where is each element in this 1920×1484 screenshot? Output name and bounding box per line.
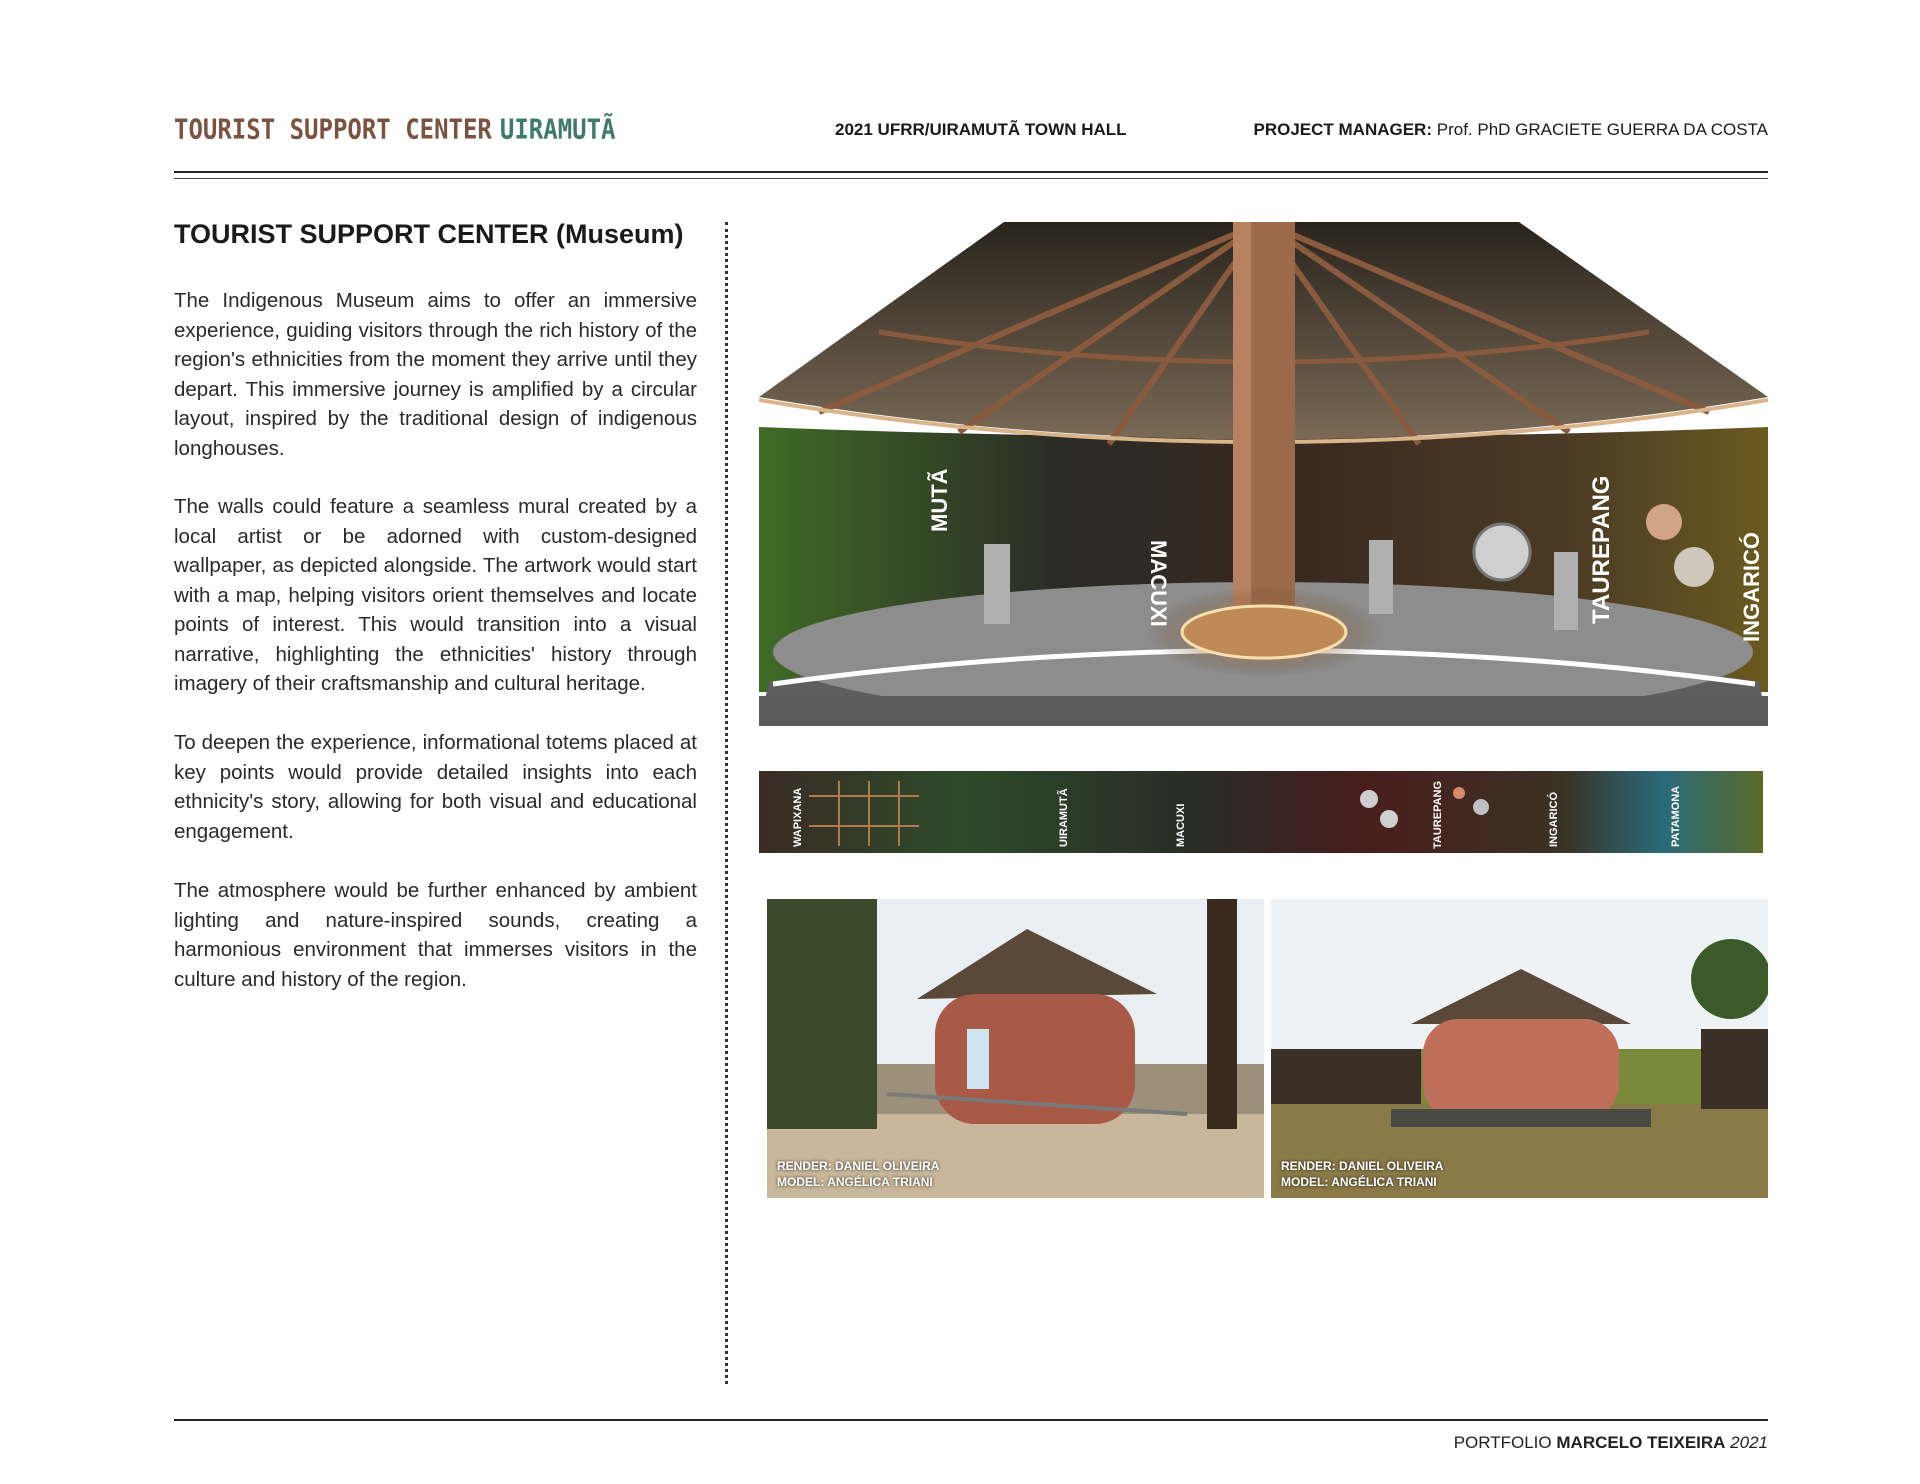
manager-name: Prof. PhD GRACIETE GUERRA DA COSTA bbox=[1436, 120, 1768, 139]
render-2-credit: RENDER: DANIEL OLIVEIRA bbox=[1281, 1159, 1444, 1173]
render-1-model-credit: MODEL: ANGÉLICA TRIANI bbox=[777, 1175, 933, 1189]
wall-label-taurepang: TAUREPANG bbox=[1588, 475, 1615, 624]
wall-label-uiramuta: MUTÃ bbox=[927, 468, 952, 532]
header-rule-thin bbox=[174, 178, 1768, 179]
render-2-caption bbox=[1281, 1158, 1443, 1190]
exterior-render-1 bbox=[767, 899, 1264, 1198]
header-rule bbox=[174, 171, 1768, 173]
render-1-credit: RENDER: DANIEL OLIVEIRA bbox=[777, 1159, 940, 1173]
mural-strip-image bbox=[759, 771, 1763, 853]
interior-render-image bbox=[759, 222, 1768, 726]
render-2-model-credit: MODEL: ANGÉLICA TRIANI bbox=[1281, 1175, 1437, 1189]
strip-label-macuxi: MACUXI bbox=[1175, 803, 1187, 847]
strip-label-taurepang: TAUREPANG bbox=[1432, 780, 1444, 849]
strip-label-ingarico: INGARICÓ bbox=[1548, 792, 1560, 847]
header-brand bbox=[174, 113, 615, 145]
manager-label: PROJECT MANAGER: bbox=[1253, 120, 1432, 139]
paragraph-totems: To deepen the experience, informational totems placed at key points would provide detailed insights into each ethnicity's story, allowing for both visual and educational engagement. bbox=[174, 731, 697, 843]
brand-title: TOURIST SUPPORT CENTER bbox=[174, 113, 492, 146]
header-manager bbox=[1253, 120, 1768, 140]
strip-label-wapixana: WAPIXANA bbox=[792, 787, 804, 847]
brand-location: UIRAMUTÃ bbox=[499, 113, 616, 146]
column-divider bbox=[725, 222, 728, 1384]
page-title: TOURIST SUPPORT CENTER (Museum) bbox=[174, 219, 684, 249]
strip-label-patamona: PATAMONA bbox=[1670, 785, 1682, 847]
wall-label-macuxi: MACUXI bbox=[1146, 540, 1171, 627]
footer-rule bbox=[174, 1419, 1768, 1421]
strip-label-uiramuta: UIRAMUTÃ bbox=[1058, 788, 1070, 847]
footer-label: PORTFOLIO bbox=[1453, 1433, 1552, 1452]
render-1-caption bbox=[777, 1158, 939, 1190]
paragraph-walls: The walls could feature a seamless mural created by a local artist or be adorned with custom-designed wallpaper, as depicted alongside. The artwork would start with a map, helping visitors orient themselves and locate points of interest. This would transition into a visual narrative, highlighting the ethnicities' history through imagery of their craftsmanship and cultural heritage. bbox=[174, 495, 697, 695]
footer-author: MARCELO TEIXEIRA bbox=[1556, 1433, 1726, 1452]
paragraph-atmosphere: The atmosphere would be further enhanced by ambient lighting and nature-inspired sounds, creating a harmonious environment that immerses visitors in the culture and history of the region. bbox=[174, 879, 697, 991]
wall-label-ingarico: INGARICÓ bbox=[1739, 532, 1764, 642]
exterior-render-2 bbox=[1271, 899, 1768, 1198]
footer-portfolio bbox=[1454, 1433, 1768, 1453]
header-project-info: 2021 UFRR/UIRAMUTÃ TOWN HALL bbox=[835, 120, 1127, 139]
footer-year: 2021 bbox=[1730, 1433, 1768, 1452]
paragraph-intro: The Indigenous Museum aims to offer an immersive experience, guiding visitors through the rich history of the region's ethnicities from the moment they arrive until they depart. This immersive journey is amplified by a circular layout, inspired by the traditional design of indigenous longhouses. bbox=[174, 289, 697, 460]
